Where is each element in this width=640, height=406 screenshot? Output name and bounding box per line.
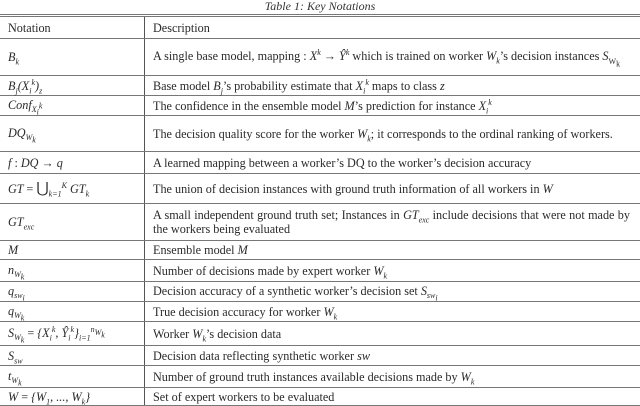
table-header-row (0, 16, 640, 39)
notation-cell: $W = \{W_1$, ..., $W_k$} (0, 388, 145, 406)
table-row (0, 39, 640, 76)
header-description: Description (145, 16, 640, 39)
description-cell: A single base model, mapping : $X^k$ → $Ŷ^k$ which is trained on worker $W_k’s$ decision instances $S_{W_k}$ (145, 39, 640, 76)
table-row (0, 116, 640, 152)
table-row (0, 388, 640, 406)
description-cell: Set of expert workers to be evaluated (145, 388, 640, 406)
table-row (0, 241, 640, 260)
description-cell: Worker $W_k’s$ decision data (145, 322, 640, 346)
table-row (0, 76, 640, 96)
notation-cell: Conf$_{X_i^k}$ (0, 96, 145, 116)
notation-cell: M (0, 241, 145, 260)
table-row (0, 174, 640, 204)
description-cell: Decision accuracy of a synthetic worker’s decision set $S_{sw_i}$ (145, 282, 640, 302)
notation-cell: $q_{sw_i}$ (0, 282, 145, 302)
notation-cell: $B_k$ (0, 39, 145, 76)
table-caption: Table 1: Key Notations (264, 0, 376, 13)
notation-cell: $t_{W_k}$ (0, 366, 145, 388)
notations-table (0, 14, 640, 406)
table-row (0, 322, 640, 346)
table-row (0, 302, 640, 322)
description-cell: The union of decision instances with ground truth information of all workers in W (145, 174, 640, 204)
table-row (0, 204, 640, 241)
description-cell: Ensemble model M (145, 241, 640, 260)
notation-cell: $q_{W_k}$ (0, 302, 145, 322)
header-notation: Notation (0, 16, 145, 39)
description-cell: The decision quality score for the worker $W_k$; it corresponds to the ordinal ranking of workers. (145, 116, 640, 152)
description-cell: Decision data reflecting synthetic worker sw (145, 346, 640, 366)
notation-cell: $n_{W_k}$ (0, 260, 145, 282)
description-cell: A learned mapping between a worker’s DQ to the worker’s decision accuracy (145, 152, 640, 174)
notation-cell: GT = $⋃_{k=1}^K$ $GT_k$ (0, 174, 145, 204)
notation-cell: $B_j(X_i^k)_z$ (0, 76, 145, 96)
description-cell: Number of decisions made by expert worker $W_k$ (145, 260, 640, 282)
notation-cell: f : DQ → q (0, 152, 145, 174)
description-cell: A small independent ground truth set; Instances in $GT_{exc}$ include decisions that were not made by the workers being evaluated (145, 204, 640, 241)
table-row (0, 260, 640, 282)
description-cell: Number of ground truth instances available decisions made by $W_k$ (145, 366, 640, 388)
description-cell: The confidence in the ensemble model M’s prediction for instance $X_i^k$ (145, 96, 640, 116)
table-row (0, 96, 640, 116)
notation-cell: $DQ_{W_k}$ (0, 116, 145, 152)
notation-cell: $S_{W_k} = \{X_i^k$, $Ŷ_i^k\}_{i=1}^{n_{W_k}}$ (0, 322, 145, 346)
description-cell: Base model $B_j’s$ probability estimate that $X_i^k$ maps to class z (145, 76, 640, 96)
table-row (0, 152, 640, 174)
notation-cell: $S_{sw}$ (0, 346, 145, 366)
description-cell: True decision accuracy for worker $W_k$ (145, 302, 640, 322)
table-row (0, 366, 640, 388)
notation-cell: $GT_{exc}$ (0, 204, 145, 241)
table-row (0, 282, 640, 302)
table-row (0, 346, 640, 366)
